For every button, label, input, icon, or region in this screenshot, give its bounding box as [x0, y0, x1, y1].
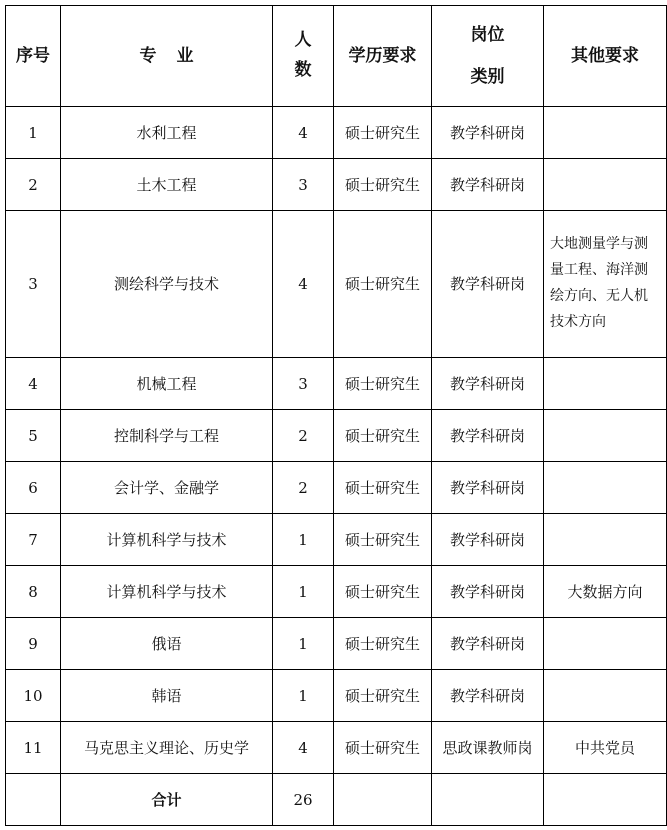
cell-education: 硕士研究生 [334, 358, 432, 410]
cell-post: 教学科研岗 [432, 566, 544, 618]
cell-education: 硕士研究生 [334, 670, 432, 722]
cell-post: 教学科研岗 [432, 107, 544, 159]
header-index: 序号 [6, 6, 61, 107]
header-post-line1: 岗位 [470, 24, 505, 45]
table-row [6, 670, 667, 722]
cell-major: 计算机科学与技术 [61, 566, 273, 618]
cell-education: 硕士研究生 [334, 159, 432, 211]
total-education [334, 774, 432, 826]
cell-major: 机械工程 [61, 358, 273, 410]
cell-count: 4 [273, 722, 334, 774]
cell-major: 土木工程 [61, 159, 273, 211]
table-row [6, 618, 667, 670]
table-row [6, 211, 667, 358]
cell-index: 8 [6, 566, 61, 618]
cell-other [544, 358, 667, 410]
cell-index: 4 [6, 358, 61, 410]
cell-other [544, 159, 667, 211]
table-row [6, 514, 667, 566]
table-row [6, 410, 667, 462]
cell-post: 教学科研岗 [432, 410, 544, 462]
cell-education: 硕士研究生 [334, 107, 432, 159]
cell-other [544, 514, 667, 566]
cell-post: 思政课教师岗 [432, 722, 544, 774]
table-row [6, 358, 667, 410]
total-label: 合计 [61, 774, 273, 826]
cell-education: 硕士研究生 [334, 618, 432, 670]
header-row [6, 6, 667, 107]
cell-other [544, 462, 667, 514]
cell-other [544, 410, 667, 462]
cell-major: 俄语 [61, 618, 273, 670]
cell-post: 教学科研岗 [432, 514, 544, 566]
cell-index: 11 [6, 722, 61, 774]
total-row [6, 774, 667, 826]
cell-other [544, 670, 667, 722]
cell-education: 硕士研究生 [334, 514, 432, 566]
cell-other [544, 107, 667, 159]
cell-index: 10 [6, 670, 61, 722]
cell-major: 控制科学与工程 [61, 410, 273, 462]
cell-major: 马克思主义理论、历史学 [61, 722, 273, 774]
table-row [6, 159, 667, 211]
table-row [6, 722, 667, 774]
cell-major: 水利工程 [61, 107, 273, 159]
recruitment-table [5, 5, 667, 826]
cell-count: 1 [273, 566, 334, 618]
header-major: 专 业 [61, 6, 273, 107]
header-post [432, 6, 544, 107]
cell-count: 4 [273, 107, 334, 159]
cell-education: 硕士研究生 [334, 211, 432, 358]
total-post [432, 774, 544, 826]
cell-major: 测绘科学与技术 [61, 211, 273, 358]
cell-count: 1 [273, 618, 334, 670]
cell-index: 5 [6, 410, 61, 462]
header-count [273, 6, 334, 107]
cell-post: 教学科研岗 [432, 462, 544, 514]
cell-education: 硕士研究生 [334, 462, 432, 514]
cell-major: 韩语 [61, 670, 273, 722]
cell-education: 硕士研究生 [334, 410, 432, 462]
cell-count: 1 [273, 670, 334, 722]
total-count: 26 [273, 774, 334, 826]
cell-index: 7 [6, 514, 61, 566]
cell-other: 大数据方向 [544, 566, 667, 618]
header-post-line2: 类别 [470, 67, 505, 87]
cell-education: 硕士研究生 [334, 722, 432, 774]
cell-count: 2 [273, 410, 334, 462]
header-count-line2: 数 [294, 60, 312, 80]
cell-other [544, 618, 667, 670]
total-index [6, 774, 61, 826]
cell-count: 1 [273, 514, 334, 566]
header-education: 学历要求 [334, 6, 432, 107]
cell-post: 教学科研岗 [432, 159, 544, 211]
cell-count: 2 [273, 462, 334, 514]
cell-count: 3 [273, 159, 334, 211]
cell-major: 计算机科学与技术 [61, 514, 273, 566]
cell-index: 6 [6, 462, 61, 514]
table-row [6, 107, 667, 159]
cell-post: 教学科研岗 [432, 211, 544, 358]
table-row [6, 462, 667, 514]
header-other: 其他要求 [544, 6, 667, 107]
total-other [544, 774, 667, 826]
cell-index: 2 [6, 159, 61, 211]
cell-count: 4 [273, 211, 334, 358]
cell-count: 3 [273, 358, 334, 410]
cell-major: 会计学、金融学 [61, 462, 273, 514]
cell-other: 中共党员 [544, 722, 667, 774]
table-row [6, 566, 667, 618]
cell-education: 硕士研究生 [334, 566, 432, 618]
cell-post: 教学科研岗 [432, 618, 544, 670]
cell-other: 大地测量学与测量工程、海洋测绘方向、无人机技术方向 [544, 211, 667, 358]
cell-index: 3 [6, 211, 61, 358]
cell-index: 9 [6, 618, 61, 670]
cell-index: 1 [6, 107, 61, 159]
table-body [6, 107, 667, 826]
header-count-line1: 人 [294, 30, 312, 51]
cell-post: 教学科研岗 [432, 358, 544, 410]
cell-post: 教学科研岗 [432, 670, 544, 722]
